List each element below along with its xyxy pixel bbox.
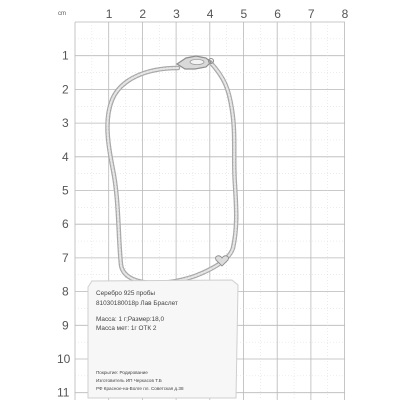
tag-line-3: Масса: 1 г;Размер:18,0 bbox=[96, 316, 165, 323]
ruler-number-top: 6 bbox=[274, 7, 281, 21]
tag-line-6: Изготовитель ИП Черкасов Т.Б bbox=[96, 378, 162, 383]
ruler-unit-label: cm bbox=[58, 11, 66, 17]
product-tag bbox=[88, 280, 238, 398]
tag-line-2: 81030180018р Лав Браслет bbox=[96, 300, 178, 307]
ruler-number-side: 10 bbox=[57, 352, 71, 366]
ruler-number-top: 8 bbox=[341, 7, 349, 21]
ruler-number-side: 4 bbox=[62, 149, 69, 164]
ruler-number-top: 4 bbox=[206, 7, 214, 21]
ruler-number-side: 5 bbox=[62, 183, 69, 198]
ruler-number-side: 11 bbox=[57, 385, 70, 400]
ruler-number-side: 6 bbox=[62, 217, 69, 232]
tag-line-5: Покрытие: Родирование bbox=[96, 370, 148, 375]
ruler-number-side: 7 bbox=[62, 250, 69, 265]
tag-line-1: Серебро 925 пробы bbox=[96, 290, 156, 297]
tag-line-4: Масса мет: 1г ОТК 2 bbox=[96, 325, 157, 332]
clasp-opening bbox=[190, 59, 204, 64]
ruler-number-top: 3 bbox=[173, 7, 180, 21]
ruler-number-top: 5 bbox=[240, 7, 248, 21]
ruler-number-side: 1 bbox=[62, 48, 69, 63]
ruler-number-side: 3 bbox=[62, 116, 69, 131]
ruler-number-top: 1 bbox=[105, 7, 113, 21]
ruler-number-top: 7 bbox=[307, 7, 315, 21]
ruler-number-side: 2 bbox=[62, 82, 69, 97]
ruler-number-side: 8 bbox=[62, 284, 69, 299]
ruler-number-top: 2 bbox=[139, 7, 147, 21]
tag-line-7: РФ Красное-на-Волге пл. Советская д.38 bbox=[96, 386, 184, 391]
ruler-number-side: 9 bbox=[62, 318, 69, 333]
